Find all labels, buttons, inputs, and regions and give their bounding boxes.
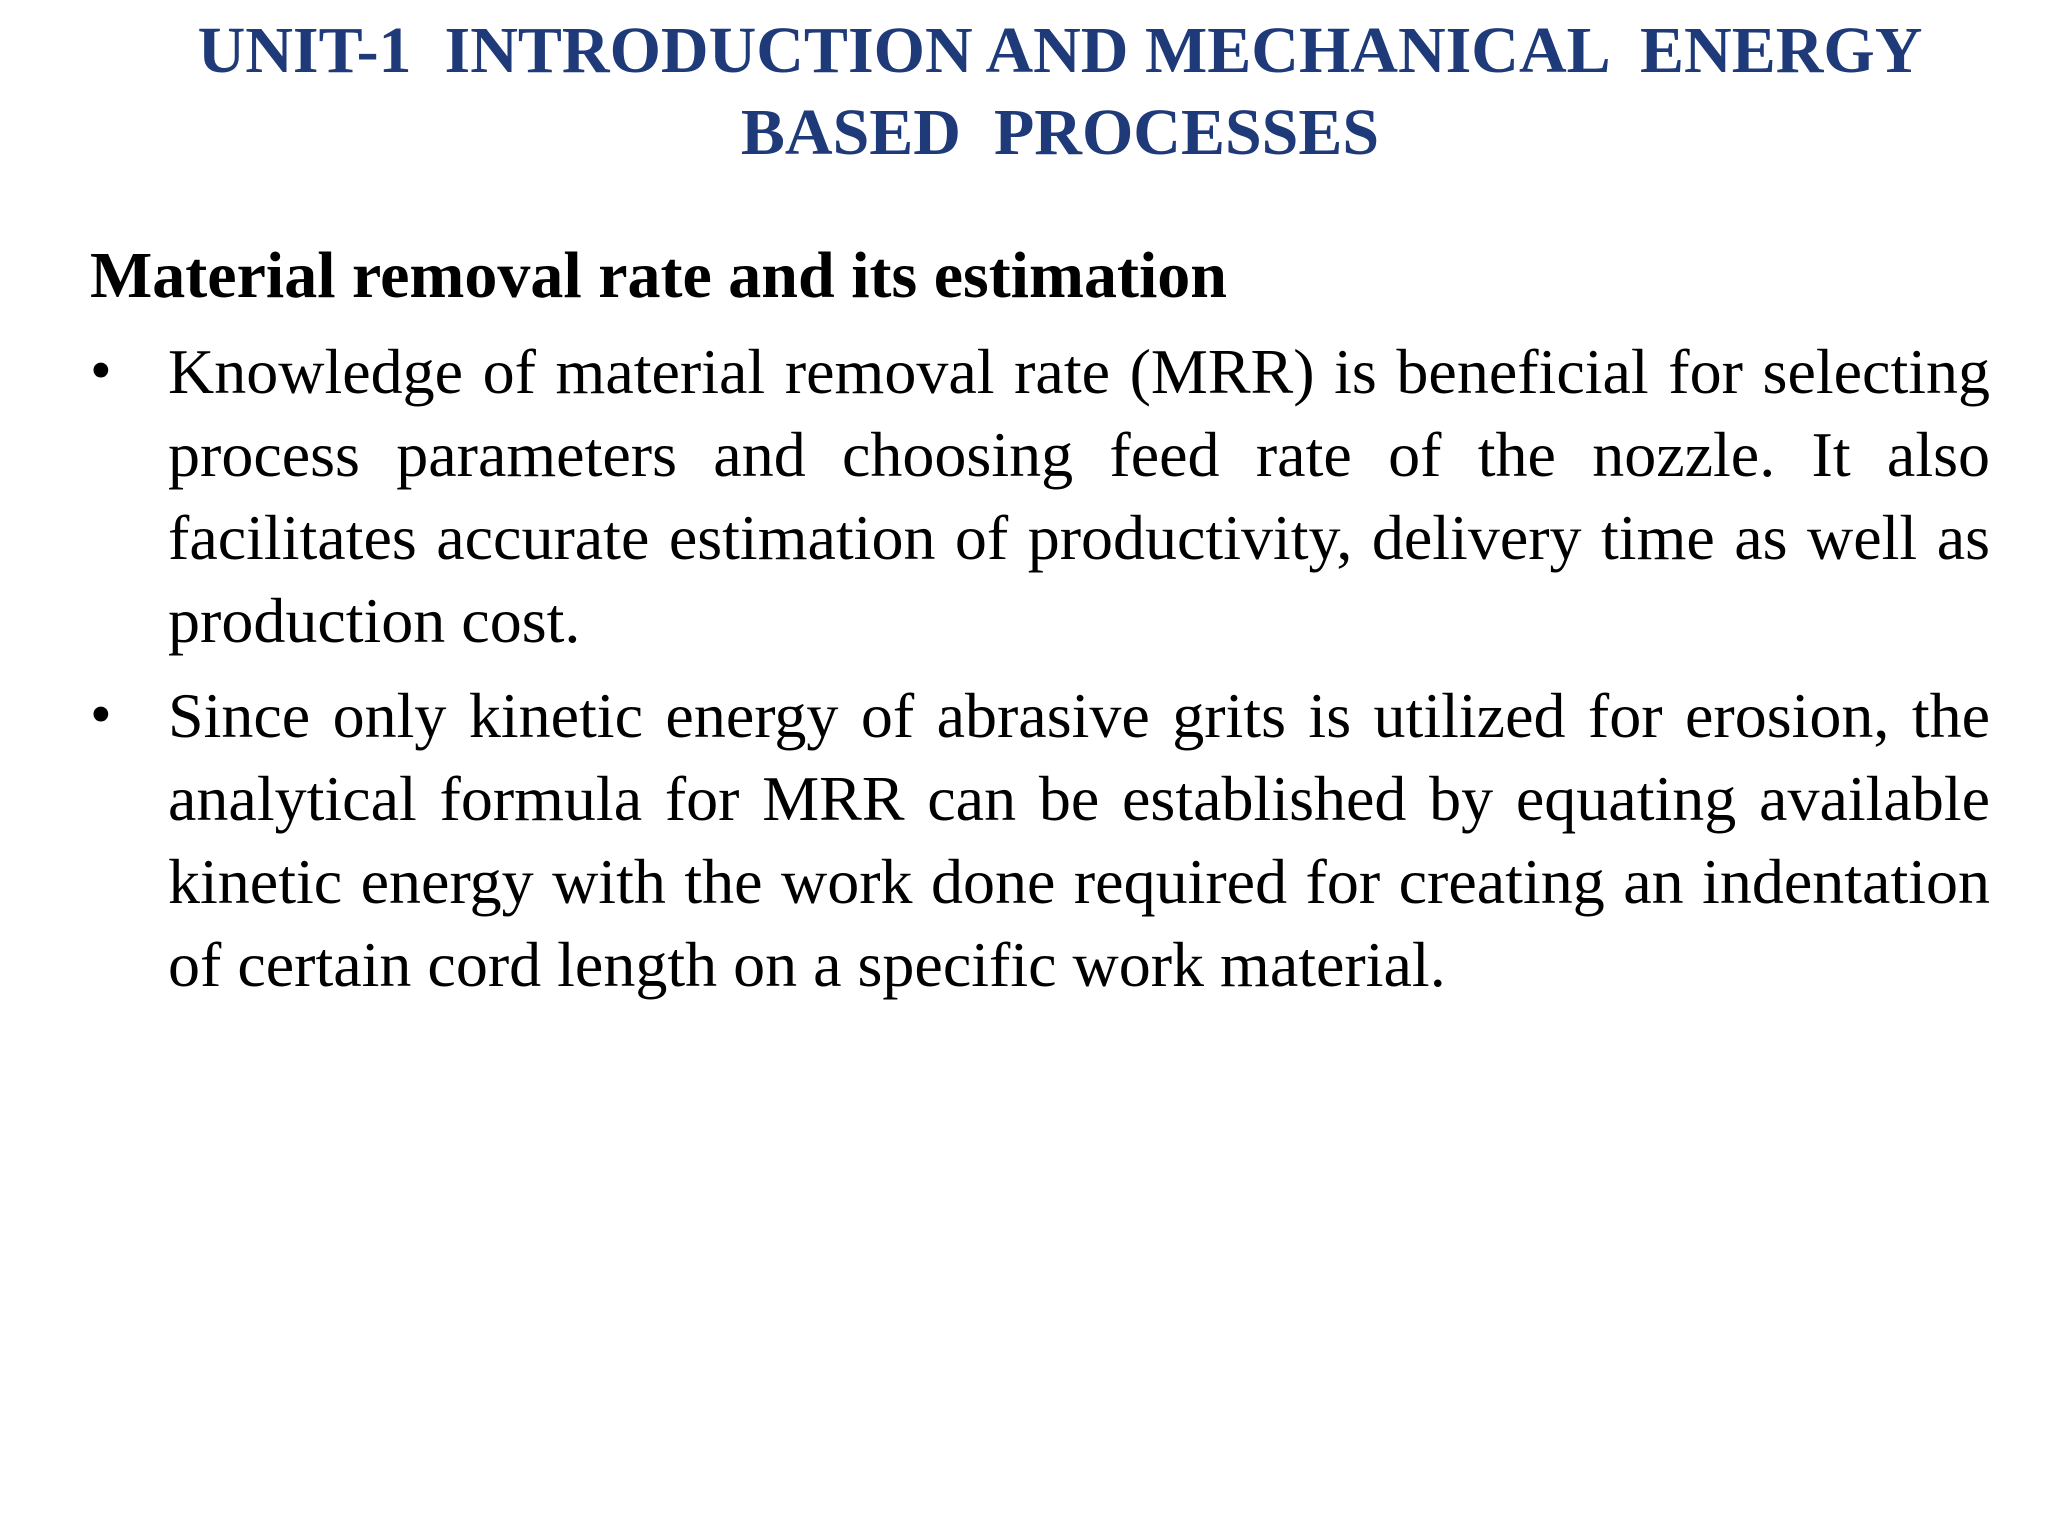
slide-title: UNIT-1 INTRODUCTION AND MECHANICAL ENERGY BASED PROCESSES (197, 14, 1923, 169)
bullet-marker-icon: • (90, 337, 112, 405)
bullet-item (90, 674, 1990, 1006)
bullet-marker-icon: • (90, 681, 112, 749)
bullet-text: Since only kinetic energy of abrasive grits is utilized for erosion, the analytical formula for MRR can be established by equating available kinetic energy with the work done required for creating an indentation of certain cord length on a specific work material. (168, 680, 1990, 1000)
bullet-text: Knowledge of material removal rate (MRR) is beneficial for selecting process parameters and choosing feed rate of the nozzle. It also facilitates accurate estimation of productivity, delivery time as well as production cost. (168, 336, 1990, 656)
section-heading: Material removal rate and its estimation (90, 239, 1228, 312)
bullet-list (90, 330, 1990, 1018)
bullet-item (90, 330, 1990, 662)
